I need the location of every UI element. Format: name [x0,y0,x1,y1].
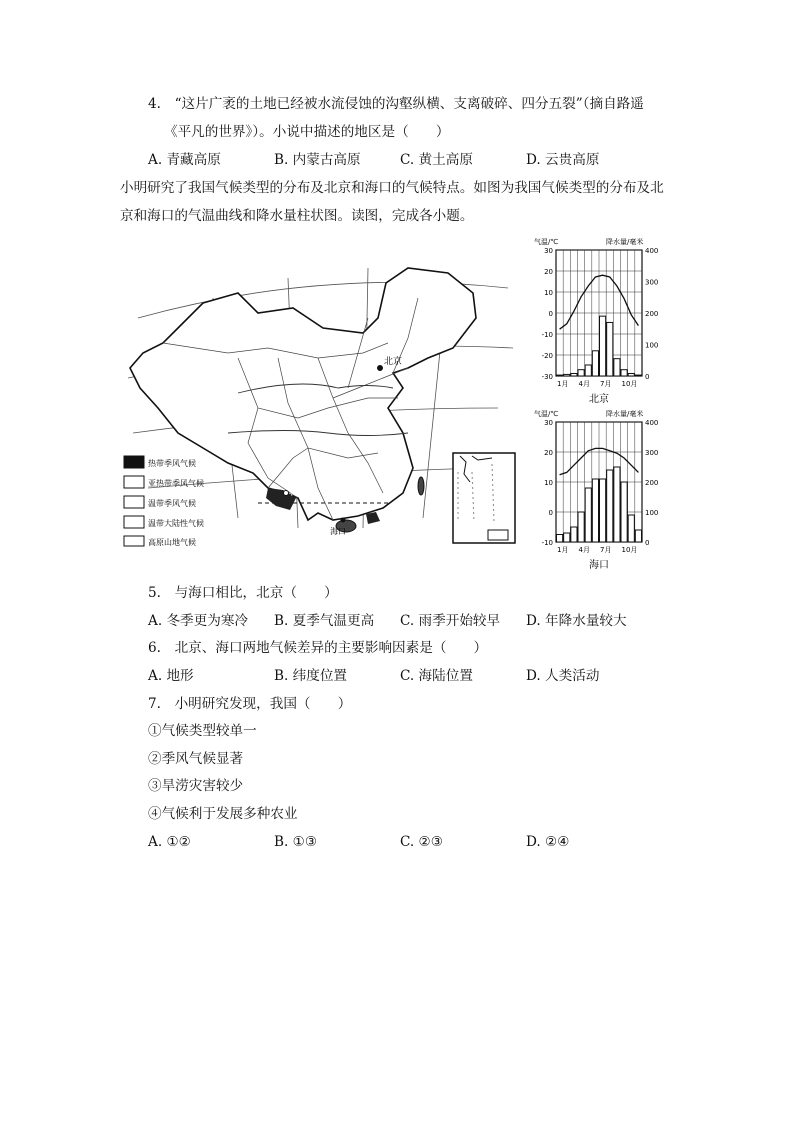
q5-option-b: B. 夏季气温更高 [274,613,375,629]
precip-tick-label: 300 [645,449,659,457]
q7-option-d: D. ②④ [526,834,570,850]
q6-option-a: A. 地形 [148,668,194,684]
precipitation-bar [564,533,570,542]
precipitation-bar [607,470,613,542]
q7-statement-4: ④气候利于发展多种农业 [148,806,298,822]
precip-tick-label: 0 [645,539,650,547]
precipitation-bar [557,535,563,543]
south-china-sea-inset [452,452,516,544]
precipitation-bar [635,530,641,542]
temp-tick-label: 30 [544,419,553,427]
q5-option-d: D. 年降水量较大 [526,613,627,629]
precip-tick-label: 100 [645,341,659,350]
beijing-climate-chart [530,232,668,410]
temp-tick-label: 10 [544,289,553,297]
beijing-climate-svg [530,232,668,410]
precipitation-bar [621,482,627,542]
precipitation-bar [607,322,613,376]
legend-temperate-monsoon: 温带季风气候 [148,499,196,508]
q4-option-c: C. 黄土高原 [400,152,473,168]
q5-stem: 5. 与海口相比，北京（ ） [148,585,338,601]
precip-tick-label: 300 [645,278,659,287]
map-label-beijing: 北京 [384,357,403,367]
precipitation-bar [600,316,606,376]
month-label: 10月 [621,546,638,554]
legend-temperate-continental: 温带大陆性气候 [148,519,204,528]
q4-stem-line2: 《平凡的世界》）。小说中描述的地区是（ ） [164,124,450,140]
q4-stem-line1: 4. “这片广袤的土地已经被水流侵蚀的沟壑纵横、支离破碎、四分五裂”（摘自路遥 [148,96,644,112]
haikou-climate-chart [530,404,668,576]
temp-tick-label: 0 [548,509,553,517]
precipitation-bar [578,370,584,376]
precipitation-bar [571,373,577,376]
q7-statement-3: ③旱涝灾害较少 [148,778,244,794]
q7-option-c: C. ②③ [400,834,443,850]
legend-tropical-monsoon: 热带季风气候 [148,459,196,468]
temp-tick-label: -30 [541,373,553,381]
month-label: 1月 [557,380,569,388]
intro-line2: 京和海口的气温曲线和降水量柱状图。读图，完成各小题。 [120,208,474,224]
precip-axis-title: 降水量/毫米 [606,410,644,418]
precip-tick-label: 100 [645,509,659,517]
haikou-climate-svg [530,404,668,576]
q4-option-b: B. 内蒙古高原 [274,152,361,168]
precipitation-bar [635,375,641,376]
precip-tick-label: 400 [645,419,659,427]
q6-option-c: C. 海陆位置 [400,668,473,684]
precip-tick-label: 200 [645,310,659,318]
q5-option-a: A. 冬季更为寒冷 [148,613,249,629]
precipitation-bar [621,370,627,376]
month-label: 10月 [621,380,638,388]
precipitation-bar [600,479,606,542]
precipitation-bar [564,374,570,376]
chart-city-name: 北京 [589,394,609,405]
map-label-kunming: 昆明 [290,488,306,497]
q6-option-b: B. 纬度位置 [274,668,348,684]
q7-statement-1: ①气候类型较单一 [148,723,257,739]
precip-tick-label: 200 [645,479,659,487]
temp-axis-title: 气温/℃ [534,410,559,418]
legend-highland-mountain: 高原山地气候 [148,538,196,547]
intro-line1: 小明研究了我国气候类型的分布及北京和海口的气候特点。如图为我国气候类型的分布及北 [120,180,664,196]
q5-option-c: C. 雨季开始较早 [400,613,501,629]
month-label: 4月 [578,546,590,554]
q7-option-a: A. ①② [148,834,191,850]
temp-tick-label: 30 [544,247,553,255]
month-label: 1月 [557,546,569,554]
temp-tick-label: -20 [541,352,553,360]
q6-option-d: D. 人类活动 [526,668,600,684]
q7-option-b: B. ①③ [274,834,318,850]
month-label: 7月 [600,546,612,554]
precipitation-bar [585,365,591,376]
temp-tick-label: 20 [544,268,553,276]
precip-axis-title: 降水量/毫米 [606,238,644,246]
temp-tick-label: -10 [541,539,553,547]
precipitation-bar [628,373,634,376]
temp-tick-label: 20 [544,449,553,457]
precipitation-bar [578,512,584,542]
legend-subtropical-monsoon: 亚热带季风气候 [148,479,204,488]
month-label: 7月 [600,380,612,388]
temp-tick-label: 10 [544,479,553,487]
map-legend [124,456,204,547]
chart-city-name: 海口 [589,560,609,571]
q4-option-a: A. 青藏高原 [148,152,221,168]
q7-statement-2: ②季风气候显著 [148,751,244,767]
q4-option-d: D. 云贵高原 [526,152,600,168]
precipitation-bar [614,359,620,376]
month-label: 4月 [578,380,590,388]
q7-stem: 7. 小明研究发现，我国（ ） [148,696,352,712]
q6-stem: 6. 北京、海口两地气候差异的主要影响因素是（ ） [148,640,488,656]
precipitation-bar [571,527,577,542]
precipitation-bar [585,488,591,542]
precip-tick-label: 400 [645,247,659,255]
precipitation-bar [628,515,634,542]
temp-tick-label: 0 [548,310,553,318]
precipitation-bar [614,467,620,542]
precipitation-bar [592,479,598,542]
precipitation-bar [557,375,563,376]
map-label-haikou: 海口 [330,527,346,536]
precip-tick-label: 0 [645,373,650,381]
temp-axis-title: 气温/℃ [534,238,559,246]
precipitation-bar [592,351,598,376]
temp-tick-label: -10 [541,331,553,339]
